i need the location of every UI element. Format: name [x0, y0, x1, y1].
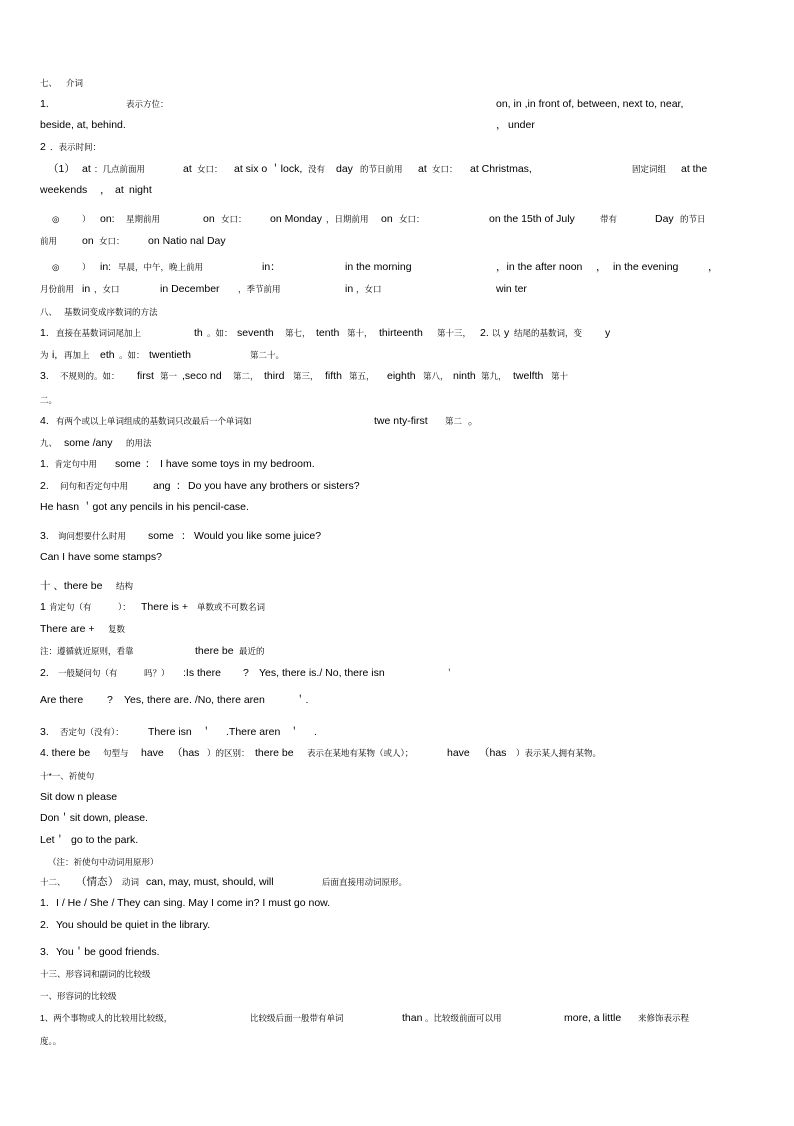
text-line-0-seg-0: 七、 [40, 78, 58, 88]
text-line-26-seg-3: :Is there [183, 667, 221, 679]
text-line-20-seg-0: 3. [40, 530, 49, 542]
text-line-17-seg-1: ．肯定句中用 [46, 459, 98, 469]
text-line-13-seg-0: 3. [40, 370, 49, 382]
text-line-4-seg-4: 女口： [197, 164, 223, 174]
text-line-17-seg-0: 1 [40, 458, 46, 470]
text-line-20-seg-1: 询问想要什么时用 [58, 531, 127, 541]
text-line-6-seg-4: on [203, 213, 215, 225]
text-line-36-seg-0: 1. [40, 897, 49, 909]
text-line-9-seg-5: in [345, 283, 354, 295]
text-line-41-seg-2: than [402, 1012, 423, 1024]
text-line-6-seg-2: on: [100, 213, 115, 225]
text-line-0-seg-1: 介词 [66, 78, 84, 88]
text-line-13-seg-3: 第一 [160, 371, 178, 381]
text-line-41-seg-3: 。比较级前面可以用 [425, 1013, 502, 1023]
text-line-13-seg-2: first [137, 370, 154, 382]
text-line-23-seg-0: 1 [40, 601, 46, 613]
text-line-9-seg-1: in [82, 283, 91, 295]
text-line-40-seg-0: 一、形容词的比较级 [40, 991, 117, 1001]
text-line-12-seg-6: 第二十。 [250, 350, 285, 360]
text-line-26-seg-1: 一般疑问句（有 [58, 668, 118, 678]
text-line-4-seg-12: 固定词组 [632, 164, 667, 174]
text-line-41-seg-1: 比较级后面一般带有单词 [250, 1013, 344, 1023]
text-line-8-seg-7: ， [596, 261, 607, 273]
text-line-13-seg-11: 第八， [423, 371, 449, 381]
text-line-13-seg-9: 第五， [349, 371, 375, 381]
text-line-6-seg-3: 星期前用 [126, 214, 161, 224]
text-line-29-seg-1: 句型与 [103, 748, 129, 758]
text-line-3-seg-0: 2 [40, 141, 46, 153]
text-line-11-seg-9: 第十三， [437, 328, 472, 338]
text-line-4-seg-1: at [82, 163, 91, 175]
text-line-28-seg-5: ＇ [289, 726, 300, 738]
text-line-6-seg-0: ◎ [52, 214, 60, 224]
text-line-37-seg-1: You should be quiet in the library. [56, 919, 211, 931]
text-line-42-seg-0: 度。。 [40, 1036, 62, 1046]
text-line-11-seg-0: 1. [40, 327, 49, 339]
text-line-18-seg-1: 问句和否定句中用 [60, 481, 129, 491]
text-line-8-seg-6: ，in the after noon [496, 261, 583, 273]
text-line-23-seg-3: There is + [141, 601, 188, 613]
text-line-29-seg-2: have [141, 747, 164, 759]
text-line-11-seg-5: 第七， [285, 328, 311, 338]
text-line-28-seg-3: ＇ [201, 726, 212, 738]
text-line-12-seg-2: 再加上 [64, 350, 90, 360]
text-line-29-seg-3: （has [172, 747, 200, 759]
text-line-11-seg-13: 结尾的基数词，变 [514, 328, 583, 338]
text-line-6-seg-10: on the 15th of July [489, 213, 575, 225]
text-line-11-seg-11: 以 [492, 328, 501, 338]
text-line-29-seg-7: have [447, 747, 470, 759]
text-line-29-seg-8: （has [479, 747, 507, 759]
text-line-6-seg-9: 女口： [399, 214, 425, 224]
text-line-21-seg-0: Can I have some stamps? [40, 551, 162, 563]
text-line-17-seg-2: some [115, 458, 141, 470]
text-line-15-seg-1: 有两个或以上单词组成的基数词只改最后一个单词如 [56, 416, 252, 426]
text-line-8-seg-9: ， [708, 261, 719, 273]
text-line-9-seg-2: ，女口 [94, 284, 120, 294]
text-line-24-seg-0: There are + [40, 623, 95, 635]
text-line-31-seg-0: Sit dow n please [40, 791, 118, 803]
text-line-16-seg-1: some /any [64, 437, 113, 449]
text-line-7-seg-0: 前用 [40, 236, 58, 246]
text-line-13-seg-15: 第十 [551, 371, 569, 381]
text-line-6-seg-7: ，日期前用 [326, 214, 369, 224]
text-line-36-seg-1: I / He / She / They can sing. May I come in? I must go now. [56, 897, 331, 909]
text-line-11-seg-6: tenth [316, 327, 340, 339]
text-line-3-seg-1: ．表示时间： [50, 142, 102, 152]
text-line-11-seg-1: 直接在基数词词尾加上 [56, 328, 142, 338]
text-line-15-seg-4: 。 [468, 415, 479, 427]
text-line-18-seg-3: ： [176, 480, 187, 492]
text-line-18-seg-4: Do you have any brothers or sisters? [188, 480, 360, 492]
text-line-12-seg-4: 。如： [119, 350, 145, 360]
text-line-16-seg-0: 九、 [40, 438, 58, 448]
text-line-9-seg-3: in December [160, 283, 220, 295]
text-line-41-seg-5: 来修饰表示程 [638, 1013, 690, 1023]
text-line-22-seg-0: 十 、there be [40, 580, 103, 592]
text-line-4-seg-3: at [183, 163, 192, 175]
text-line-13-seg-14: twelfth [513, 370, 544, 382]
text-line-13-seg-5: 第二， [233, 371, 259, 381]
text-line-9-seg-4: ，季节前用 [238, 284, 281, 294]
text-line-34-seg-0: （注：祈使句中动词用原形） [48, 857, 159, 867]
text-line-6-seg-1: ） [82, 214, 91, 224]
text-line-28-seg-6: . [314, 726, 317, 738]
text-line-5-seg-1: ， [100, 184, 111, 196]
text-line-27-seg-1: ? [107, 694, 113, 706]
text-line-25-seg-2: 最近的 [239, 646, 265, 656]
text-line-35-seg-1: （情态 [76, 876, 108, 888]
text-line-11-seg-12: y [504, 327, 510, 339]
text-line-32-seg-0: Don＇sit down, please. [40, 812, 148, 824]
text-line-29-seg-4: ）的区别： [207, 748, 250, 758]
text-line-12-seg-1: i, [52, 349, 58, 361]
text-line-2-seg-0: beside, at, behind. [40, 119, 126, 131]
text-line-4-seg-6: 没有 [308, 164, 326, 174]
text-line-13-seg-12: ninth [453, 370, 476, 382]
text-line-22-seg-1: 结构 [116, 581, 134, 591]
text-line-1-seg-1: 表示方位： [126, 99, 169, 109]
text-line-18-seg-0: 2. [40, 480, 49, 492]
text-line-2-seg-2: under [508, 119, 535, 131]
text-line-19-seg-0: He hasn ＇got any pencils in his pencil-case. [40, 501, 249, 513]
text-line-20-seg-2: some [148, 530, 174, 542]
text-line-28-seg-4: .There aren [226, 726, 281, 738]
text-line-26-seg-5: Yes, there is./ No, there isn [259, 667, 385, 679]
text-line-11-seg-14: y [605, 327, 611, 339]
text-line-11-seg-3: 。如： [207, 328, 233, 338]
text-line-23-seg-4: 单数或不可数名词 [197, 602, 266, 612]
text-line-11-seg-10: 2. [480, 327, 489, 339]
text-line-4-seg-0: （1） [48, 163, 75, 175]
text-line-37-seg-0: 2. [40, 919, 49, 931]
text-line-8-seg-0: ◎ [52, 262, 60, 272]
text-line-41-seg-4: more, a little [564, 1012, 622, 1024]
text-line-33-seg-0: Let＇ [40, 834, 66, 846]
text-line-41-seg-0: 1、两个事物或人的比较用比较级， [40, 1013, 173, 1023]
text-line-8-seg-3: 早晨，中午，晚上前用 [118, 262, 204, 272]
text-line-8-seg-5: in the morning [345, 261, 412, 273]
text-line-5-seg-0: weekends [40, 184, 88, 196]
text-line-13-seg-13: 第九， [481, 371, 507, 381]
text-line-8-seg-2: in: [100, 261, 112, 273]
text-line-39-seg-0: 十三、形容词和副词的比较级 [40, 969, 151, 979]
text-line-35-seg-2: ） [108, 876, 119, 888]
text-line-27-seg-0: Are there [40, 694, 84, 706]
text-line-7-seg-1: on [82, 235, 94, 247]
text-line-1-seg-2: on, in ,in front of, between, next to, near, [496, 98, 684, 110]
text-line-25-seg-1: there be [195, 645, 234, 657]
text-line-4-seg-7: day [336, 163, 353, 175]
text-line-1-seg-0: 1. [40, 98, 49, 110]
text-line-35-seg-3: 动词 [122, 877, 140, 887]
text-line-8-seg-1: ） [82, 262, 91, 272]
text-line-14-seg-0: 二。 [40, 395, 58, 405]
text-line-7-seg-2: 女口： [99, 236, 125, 246]
text-line-6-seg-11: 带有 [600, 214, 618, 224]
text-line-4-seg-2: ：几点前面用 [94, 164, 146, 174]
text-line-27-seg-3: ＇. [295, 694, 309, 706]
text-line-12-seg-5: twentieth [149, 349, 192, 361]
text-line-28-seg-0: 3. [40, 726, 49, 738]
text-line-4-seg-5: at six o ＇lock, [234, 163, 303, 175]
text-line-4-seg-8: 的节日前用 [360, 164, 403, 174]
text-line-9-seg-7: win ter [496, 283, 527, 295]
text-line-29-seg-6: 表示在某地有某物（或人）； [307, 748, 414, 758]
text-line-18-seg-2: ang [153, 480, 171, 492]
text-line-29-seg-5: there be [255, 747, 294, 759]
text-line-7-seg-3: on Natio nal Day [148, 235, 226, 247]
text-line-28-seg-2: There isn [148, 726, 192, 738]
text-line-4-seg-9: at [418, 163, 427, 175]
text-line-10-seg-0: 八、 [40, 307, 58, 317]
text-line-6-seg-6: on Monday [270, 213, 322, 225]
text-line-2-seg-1: ， [496, 119, 507, 131]
text-line-20-seg-3: ： [181, 530, 192, 542]
text-line-38-seg-1: You＇be good friends. [56, 946, 160, 958]
text-line-12-seg-3: eth [100, 349, 115, 361]
text-line-20-seg-4: Would you like some juice? [194, 530, 322, 542]
text-line-5-seg-2: at [115, 184, 124, 196]
text-line-10-seg-1: 基数词变成序数词的方法 [64, 307, 158, 317]
text-line-35-seg-5: 后面直接用动词原形。 [322, 877, 408, 887]
text-line-9-seg-6: ，女口 [356, 284, 382, 294]
text-line-11-seg-2: th [194, 327, 203, 339]
text-line-13-seg-6: third [264, 370, 285, 382]
text-line-16-seg-2: 的用法 [126, 438, 152, 448]
text-line-17-seg-3: ： [145, 458, 156, 470]
text-line-17-seg-4: I have some toys in my bedroom. [160, 458, 315, 470]
text-line-9-seg-0: 月份前用 [40, 284, 75, 294]
text-line-15-seg-2: twe nty-first [374, 415, 428, 427]
text-line-23-seg-1: 肯定句（有 [49, 602, 92, 612]
text-line-13-seg-4: ,seco nd [182, 370, 222, 382]
text-line-28-seg-1: 否定句（没有）： [60, 727, 124, 737]
text-line-13-seg-10: eighth [387, 370, 416, 382]
text-line-11-seg-8: thirteenth [379, 327, 423, 339]
text-line-6-seg-13: 的节日 [680, 214, 706, 224]
text-line-29-seg-0: 4. there be [40, 747, 91, 759]
text-line-15-seg-0: 4. [40, 415, 49, 427]
text-line-13-seg-7: 第三， [293, 371, 319, 381]
text-line-8-seg-4: in： [262, 261, 281, 273]
text-line-4-seg-11: at Christmas, [470, 163, 532, 175]
text-line-4-seg-13: at the [681, 163, 708, 175]
text-line-8-seg-8: in the evening [613, 261, 679, 273]
text-line-6-seg-12: Day [655, 213, 674, 225]
text-line-30-seg-0: 十*一、祈使句 [40, 771, 95, 781]
text-line-6-seg-8: on [381, 213, 393, 225]
text-line-13-seg-8: fifth [325, 370, 342, 382]
text-line-35-seg-4: can, may, must, should, will [146, 876, 274, 888]
text-line-13-seg-1: 不规则的。如： [60, 371, 120, 381]
text-line-29-seg-9: ）表示某人拥有某物。 [516, 748, 602, 758]
text-line-26-seg-4: ? [243, 667, 249, 679]
text-line-11-seg-4: seventh [237, 327, 274, 339]
text-line-5-seg-3: night [129, 184, 152, 196]
text-line-27-seg-2: Yes, there are. /No, there aren [124, 694, 265, 706]
text-line-24-seg-1: 复数 [108, 624, 126, 634]
text-line-26-seg-2: 吗？） [144, 668, 170, 678]
text-line-33-seg-1: go to the park. [71, 834, 139, 846]
text-line-4-seg-10: 女口： [432, 164, 458, 174]
text-line-38-seg-0: 3. [40, 946, 49, 958]
text-line-23-seg-2: ）： [118, 602, 131, 612]
text-line-15-seg-3: 第二 [445, 416, 463, 426]
text-line-12-seg-0: 为 [40, 350, 49, 360]
text-line-11-seg-7: 第十， [347, 328, 373, 338]
text-line-26-seg-6: ＇ [445, 668, 454, 678]
text-line-35-seg-0: 十二、 [40, 877, 66, 887]
text-line-25-seg-0: 注：遵循就近原则，看靠 [40, 646, 134, 656]
text-line-6-seg-5: 女口： [221, 214, 247, 224]
text-line-26-seg-0: 2. [40, 667, 49, 679]
